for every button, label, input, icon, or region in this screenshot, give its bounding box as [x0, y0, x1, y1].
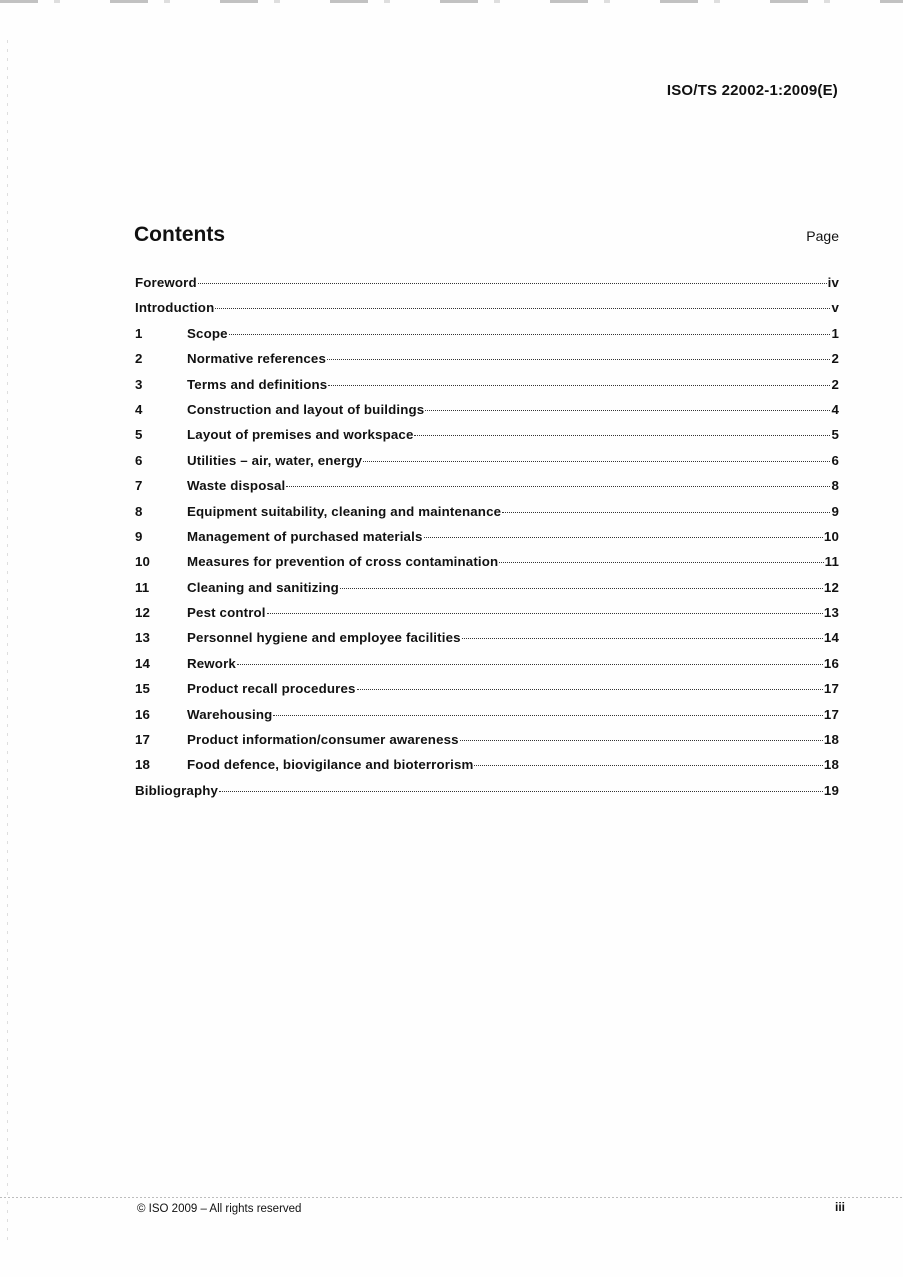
table-of-contents: [135, 275, 839, 808]
toc-entry-page: 5: [831, 427, 839, 443]
toc-entry-number: 3: [135, 376, 143, 392]
toc-dot-leader: [198, 283, 827, 284]
toc-entry-page: 14: [823, 630, 839, 646]
toc-entry[interactable]: [135, 427, 839, 452]
toc-dot-leader: [460, 740, 823, 741]
toc-entry-number: 6: [135, 452, 143, 468]
toc-entry[interactable]: [135, 478, 839, 503]
toc-entry-page: 1: [831, 325, 839, 341]
toc-entry-title: Measures for prevention of cross contamination: [187, 554, 499, 570]
page-title: Contents: [134, 223, 225, 246]
toc-dot-leader: [357, 689, 823, 690]
toc-dot-leader: [215, 308, 830, 309]
toc-entry-title: Equipment suitability, cleaning and maintenance: [187, 503, 502, 519]
toc-entry-number: 10: [135, 554, 151, 570]
toc-entry[interactable]: [135, 732, 839, 757]
toc-entry[interactable]: [135, 504, 839, 529]
toc-entry-title: Terms and definitions: [187, 376, 328, 392]
toc-entry-page: 4: [831, 401, 839, 417]
toc-entry-page: 12: [823, 579, 839, 595]
toc-dot-leader: [424, 537, 823, 538]
toc-dot-leader: [363, 461, 830, 462]
toc-entry-title: Introduction: [135, 300, 215, 316]
toc-entry-number: 13: [135, 630, 151, 646]
toc-entry[interactable]: [135, 605, 839, 630]
toc-entry-title: Cleaning and sanitizing: [187, 579, 339, 595]
toc-dot-leader: [267, 613, 823, 614]
page-number: iii: [834, 1200, 845, 1214]
toc-entry-page: 9: [831, 503, 839, 519]
toc-entry-title: Product recall procedures: [187, 681, 356, 697]
toc-dot-leader: [340, 588, 823, 589]
toc-entry-title: Product information/consumer awareness: [187, 732, 459, 748]
toc-entry-title: Bibliography: [135, 782, 219, 798]
toc-entry[interactable]: [135, 656, 839, 681]
toc-entry-title: Pest control: [187, 605, 266, 621]
toc-entry-number: 16: [135, 706, 151, 722]
toc-entry[interactable]: [135, 377, 839, 402]
toc-entry-number: 7: [135, 478, 143, 494]
toc-entry-page: v: [831, 300, 839, 316]
toc-dot-leader: [219, 791, 823, 792]
toc-dot-leader: [237, 664, 823, 665]
toc-entry-title: Management of purchased materials: [187, 528, 423, 544]
toc-dot-leader: [425, 410, 830, 411]
toc-dot-leader: [474, 765, 822, 766]
toc-entry-title: Foreword: [135, 275, 197, 290]
toc-entry-page: 11: [824, 554, 839, 570]
toc-entry-title: Utilities – air, water, energy: [187, 452, 363, 468]
toc-entry[interactable]: [135, 554, 839, 579]
toc-entry-number: 11: [135, 579, 150, 595]
toc-entry[interactable]: [135, 783, 839, 808]
toc-entry-number: 2: [135, 351, 143, 367]
toc-entry[interactable]: [135, 529, 839, 554]
toc-entry-title: Rework: [187, 655, 236, 671]
toc-entry-title: Construction and layout of buildings: [187, 401, 425, 417]
toc-entry-title: Waste disposal: [187, 478, 286, 494]
toc-entry[interactable]: [135, 326, 839, 351]
toc-entry-page: 13: [823, 605, 839, 621]
toc-entry-page: 6: [831, 452, 839, 468]
toc-entry[interactable]: [135, 300, 839, 325]
toc-dot-leader: [229, 334, 831, 335]
toc-entry[interactable]: [135, 351, 839, 376]
toc-entry-title: Food defence, biovigilance and bioterrorism: [187, 757, 474, 773]
toc-entry-page: 8: [831, 478, 839, 494]
toc-entry-page: 16: [823, 655, 839, 671]
toc-entry-page: 2: [831, 351, 839, 367]
toc-entry-page: 17: [823, 681, 839, 697]
toc-entry-page: iv: [827, 275, 839, 290]
toc-entry-number: 1: [135, 325, 143, 341]
toc-entry[interactable]: [135, 630, 839, 655]
toc-entry-number: 8: [135, 503, 143, 519]
toc-entry[interactable]: [135, 275, 839, 300]
copyright-notice: © ISO 2009 – All rights reserved: [137, 1203, 302, 1215]
toc-entry[interactable]: [135, 453, 839, 478]
toc-entry-number: 9: [135, 528, 143, 544]
toc-dot-leader: [273, 715, 823, 716]
toc-entry-page: 18: [823, 732, 839, 748]
document-code: ISO/TS 22002-1:2009(E): [666, 82, 838, 99]
toc-dot-leader: [462, 638, 823, 639]
footer-divider: [0, 1197, 903, 1198]
toc-entry-number: 18: [135, 757, 151, 773]
toc-entry-number: 12: [135, 605, 151, 621]
toc-entry-number: 17: [135, 732, 151, 748]
toc-dot-leader: [328, 385, 830, 386]
toc-entry[interactable]: [135, 707, 839, 732]
toc-entry-title: Layout of premises and workspace: [187, 427, 414, 443]
scan-artifact-left: [7, 40, 8, 1240]
toc-entry-number: 14: [135, 655, 151, 671]
toc-entry-number: 4: [135, 401, 143, 417]
toc-entry-number: 15: [135, 681, 151, 697]
toc-entry[interactable]: [135, 757, 839, 782]
toc-entry-title: Normative references: [187, 351, 326, 367]
toc-dot-leader: [499, 562, 823, 563]
toc-entry-number: 5: [135, 427, 143, 443]
toc-entry-page: 19: [823, 782, 839, 798]
toc-dot-leader: [286, 486, 830, 487]
toc-entry-page: 17: [823, 706, 839, 722]
toc-entry-title: Scope: [187, 325, 228, 341]
toc-entry[interactable]: [135, 402, 839, 427]
toc-dot-leader: [502, 512, 830, 513]
toc-entry-page: 10: [823, 528, 839, 544]
scan-artifact-top: [0, 0, 903, 3]
toc-entry-title: Warehousing: [187, 706, 273, 722]
toc-entry-page: 18: [823, 757, 839, 773]
toc-entry-page: 2: [831, 376, 839, 392]
toc-entry-title: Personnel hygiene and employee facilities: [187, 630, 461, 646]
toc-entry[interactable]: [135, 580, 839, 605]
toc-entry[interactable]: [135, 681, 839, 706]
toc-dot-leader: [327, 359, 830, 360]
toc-dot-leader: [414, 435, 830, 436]
page-column-label: Page: [806, 228, 839, 244]
